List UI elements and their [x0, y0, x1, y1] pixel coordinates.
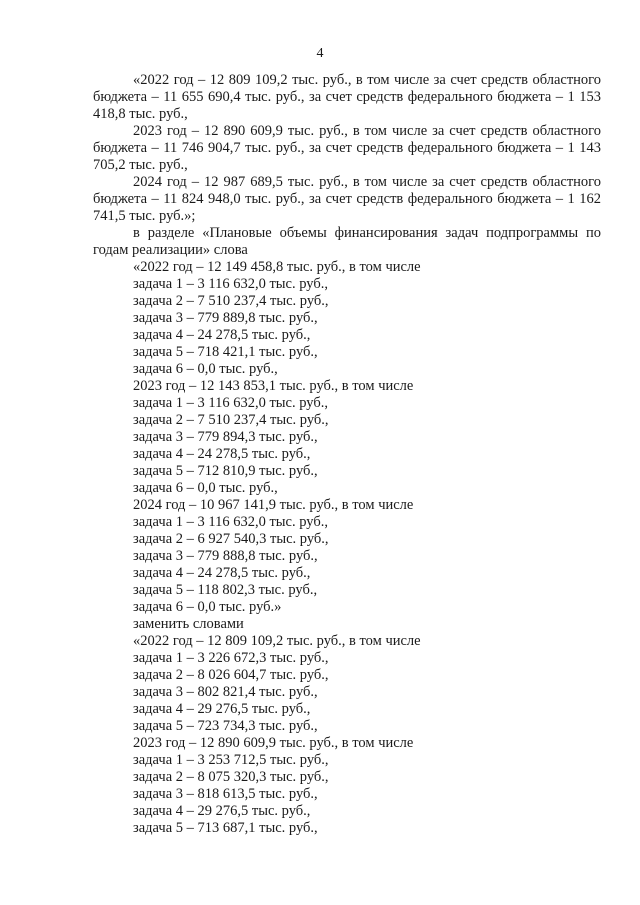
list-item: задача 1 – 3 226 672,3 тыс. руб., — [133, 650, 329, 666]
list-item: задача 3 – 802 821,4 тыс. руб., — [133, 684, 318, 700]
document-body — [93, 72, 601, 837]
list-item: задача 3 – 779 894,3 тыс. руб., — [133, 429, 318, 445]
list-item: «2022 год – 12 809 109,2 тыс. руб., в том числе — [133, 633, 421, 649]
list-item: задача 1 – 3 116 632,0 тыс. руб., — [133, 514, 328, 530]
paragraph-2022-budget: «2022 год – 12 809 109,2 тыс. руб., в том числе за счет средств областного бюджета – 11 655 690,4 тыс. руб., за счет средств федерального бюджета – 1 153 418,8 тыс. руб., — [93, 72, 601, 122]
list-item: задача 5 – 713 687,1 тыс. руб., — [133, 820, 318, 836]
list-item: задача 4 – 24 278,5 тыс. руб., — [133, 446, 311, 462]
list-item: задача 2 – 7 510 237,4 тыс. руб., — [133, 412, 329, 428]
list-item: задача 1 – 3 116 632,0 тыс. руб., — [133, 276, 328, 292]
list-item: задача 2 – 8 075 320,3 тыс. руб., — [133, 769, 329, 785]
list-item: задача 2 – 6 927 540,3 тыс. руб., — [133, 531, 329, 547]
list-item: задача 2 – 7 510 237,4 тыс. руб., — [133, 293, 329, 309]
page-number: 4 — [316, 46, 324, 61]
list-item: задача 5 – 118 802,3 тыс. руб., — [133, 582, 318, 598]
list-item: задача 3 – 818 613,5 тыс. руб., — [133, 786, 318, 802]
list-item: задача 4 – 29 276,5 тыс. руб., — [133, 803, 311, 819]
list-item: «2022 год – 12 149 458,8 тыс. руб., в том числе — [133, 259, 421, 275]
list-item: задача 3 – 779 888,8 тыс. руб., — [133, 548, 318, 564]
list-item: задача 4 – 24 278,5 тыс. руб., — [133, 327, 311, 343]
list-item: задача 4 – 29 276,5 тыс. руб., — [133, 701, 311, 717]
list-item: задача 2 – 8 026 604,7 тыс. руб., — [133, 667, 329, 683]
list-item: задача 5 – 723 734,3 тыс. руб., — [133, 718, 318, 734]
paragraph-section-intro: в разделе «Плановые объемы финансирования задач подпрограммы по годам реализации» слова — [93, 225, 601, 258]
list-item: задача 1 – 3 116 632,0 тыс. руб., — [133, 395, 328, 411]
list-item: задача 6 – 0,0 тыс. руб., — [133, 361, 278, 377]
list-item: задача 5 – 712 810,9 тыс. руб., — [133, 463, 318, 479]
funding-lines-list — [93, 259, 601, 837]
list-item: заменить словами — [133, 616, 244, 632]
list-item: 2023 год – 12 143 853,1 тыс. руб., в том числе — [133, 378, 414, 394]
list-item: задача 3 – 779 889,8 тыс. руб., — [133, 310, 318, 326]
list-item: задача 6 – 0,0 тыс. руб., — [133, 480, 278, 496]
paragraph-2023-budget: 2023 год – 12 890 609,9 тыс. руб., в том числе за счет средств областного бюджета – 11 746 904,7 тыс. руб., за счет средств федерального бюджета – 1 143 705,2 тыс. руб., — [93, 123, 601, 173]
list-item: задача 1 – 3 253 712,5 тыс. руб., — [133, 752, 329, 768]
list-item: задача 5 – 718 421,1 тыс. руб., — [133, 344, 318, 360]
list-item: 2024 год – 10 967 141,9 тыс. руб., в том числе — [133, 497, 414, 513]
list-item: задача 6 – 0,0 тыс. руб.» — [133, 599, 282, 615]
list-item: 2023 год – 12 890 609,9 тыс. руб., в том числе — [133, 735, 414, 751]
paragraph-2024-budget: 2024 год – 12 987 689,5 тыс. руб., в том числе за счет средств областного бюджета – 11 824 948,0 тыс. руб., за счет средств федерального бюджета – 1 162 741,5 тыс. руб.»; — [93, 174, 601, 224]
list-item: задача 4 – 24 278,5 тыс. руб., — [133, 565, 311, 581]
